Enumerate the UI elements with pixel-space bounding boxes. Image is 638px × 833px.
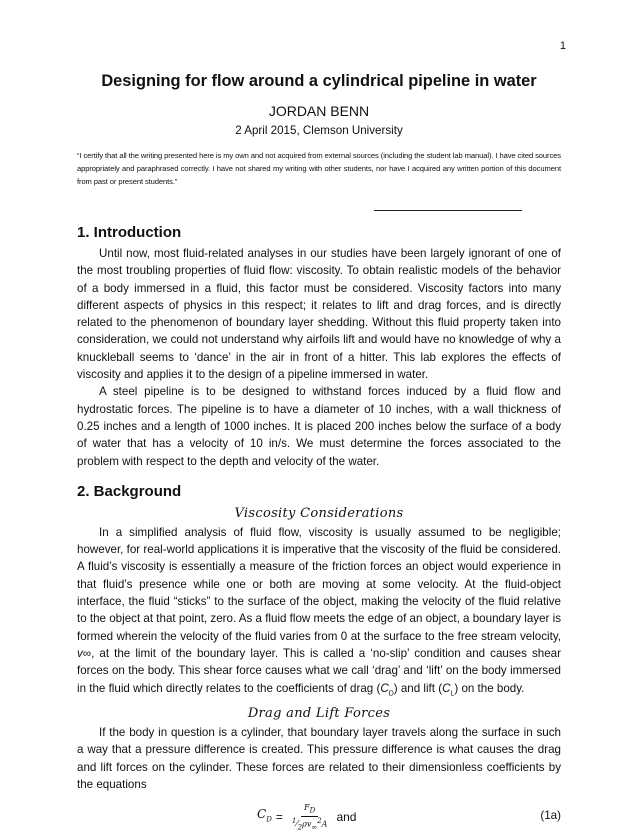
bg-p1-text-c: ) and lift ( [393, 681, 443, 695]
bg-p1-text-a: In a simplified analysis of fluid flow, viscosity is usually assumed to be negligible; however, for real-world applications it is imperative that the viscosity of the fluid be considered. A fluid’s viscosity is essentially a measure of the friction forces an object would experience in that fluid’s presence while one or both are moving at some velocity. At the fluid-object interface, the fluid “sticks” to the surface of the object, making the velocity of the fluid relative to the object at that point, zero. As a fluid flow meets the edge of an object, a boundary layer is formed wherein the velocity of the fluid varies from 0 at the surface to the free stream velocity, [77, 525, 562, 643]
eq-numerator: $F_D$ [301, 803, 318, 817]
eq-fraction [290, 803, 330, 832]
intro-paragraph-1: Until now, most fluid-related analyses in our studies have been largely ignorant of one of the most troubling properties of fluid flow: viscosity. To obtain realistic models of the behavior of a body immersed in a fluid, this factor must be considered. Viscosity factors into many different aspects of physics in this respect; it relates to lift and drag forces, and is directly related to the phenomenon of boundary layer shedding. Without this fluid property taken into consideration, we could not understand why airfoils lift and would have no knowledge of why a knuckleball seems to ‘dance’ in the air in front of a hitter. This lab explores the effects of viscosity and applies it to the design of a pipeline immersed in water. [77, 247, 561, 382]
subheading-drag-lift: Drag and Lift Forces [247, 706, 391, 722]
paper-title: Designing for flow around a cylindrical pipeline in water [101, 72, 537, 90]
lift-coefficient-symbol: C [442, 681, 451, 695]
equation-number: (1a) [540, 809, 561, 823]
equation-1a-body [257, 803, 356, 832]
certification-statement: “I certify that all the writing presented here is my own and not acquired from external sources (including the student lab manual). I have cited sources appropriately and paraphrased correctly. I have not shared my writing with other students, nor have I acquired any written portion of this document from past or present students.” [77, 151, 561, 186]
drag-coefficient-symbol: C [380, 681, 389, 695]
eq-equals: = [275, 810, 283, 825]
date-affiliation: 2 April 2015, Clemson University [235, 124, 403, 137]
bg-p1-text-d: ) on the body. [454, 681, 525, 695]
page-number: 1 [559, 40, 566, 52]
signature-line [374, 210, 522, 211]
bg-p1-text-b: , at the limit of the boundary layer. This is called a ‘no-slip’ condition and causes shear forces on the body. This shear force causes what we call ‘drag’ and ‘lift’ on the body immersed in the fluid which directly relates to the coefficients of drag ( [77, 646, 561, 695]
subheading-viscosity: Viscosity Considerations [234, 505, 404, 521]
background-paragraph-1 [77, 524, 561, 702]
background-paragraph-2: If the body in question is a cylinder, that boundary layer travels along the surface in such a way that a pressure difference is created. This pressure difference is what causes the drag and lift forces on the cylinder. These forces are related to their dimensionless coefficients by the equations [77, 726, 561, 792]
author-name: JORDAN BENN [268, 103, 370, 119]
eq-and: and [336, 810, 357, 825]
section-heading-background: 2. Background [77, 482, 182, 500]
free-stream-velocity-symbol: v∞ [77, 646, 92, 660]
section-heading-introduction: 1. Introduction [77, 224, 182, 241]
drag-coefficient-subscript: D [388, 689, 394, 697]
intro-paragraph-2: A steel pipeline is to be designed to withstand forces induced by a fluid flow and hydrostatic forces. The pipeline is to have a diameter of 10 inches, with a wall thickness of 0.25 inches and a length of 1000 inches. It is placed 200 inches below the surface of a body of water that has a velocity of 10 in/s. We must determine the forces associated to the problem with respect to the depth and velocity of the water. [77, 385, 561, 468]
equation-1a [77, 801, 561, 833]
eq-denominator: $^1⁄_2\rho v_\infty^2A$ [291, 816, 328, 832]
eq-lhs: $C_D$ [257, 807, 272, 824]
lift-coefficient-subscript: L [450, 689, 455, 697]
